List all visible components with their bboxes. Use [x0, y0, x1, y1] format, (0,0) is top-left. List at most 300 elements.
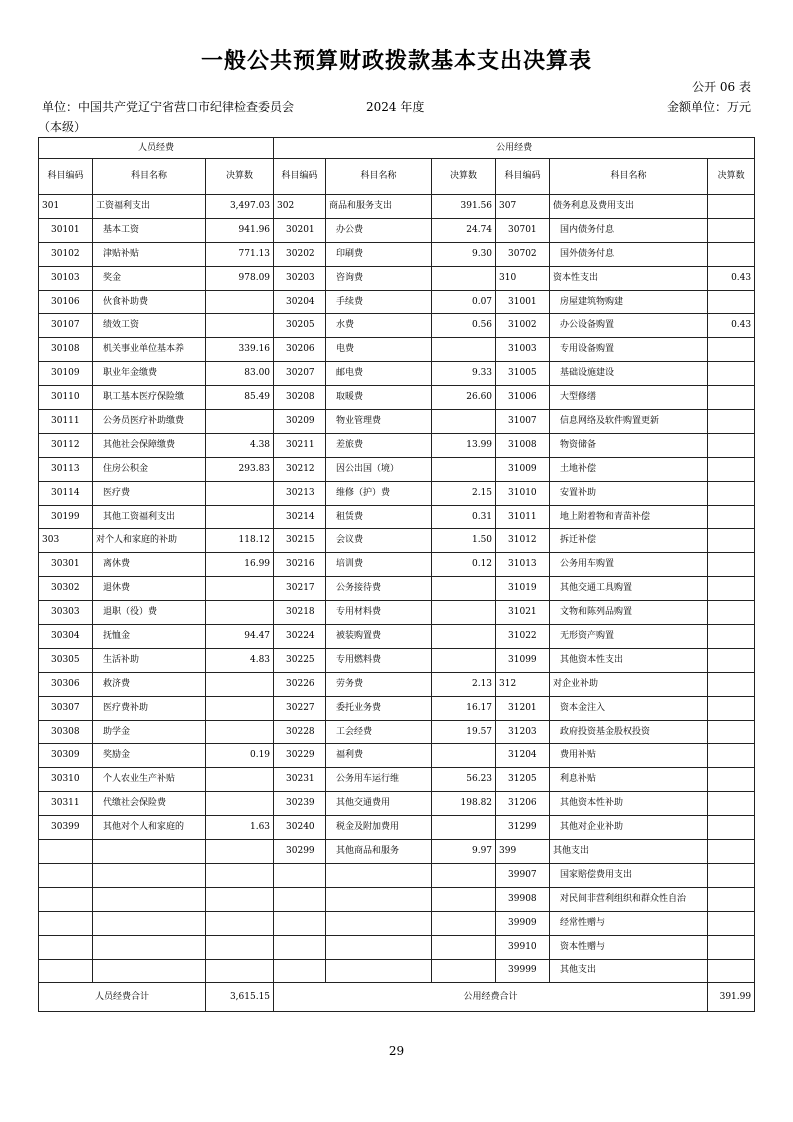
subject-code-cell: 30306	[39, 672, 93, 696]
subject-code-cell: 30227	[274, 696, 326, 720]
subject-code-cell: 30702	[496, 242, 550, 266]
subject-name-cell: 其他对个人和家庭的	[93, 816, 206, 840]
amount-cell	[708, 481, 755, 505]
subject-name-cell	[93, 935, 206, 959]
subject-code-cell: 30309	[39, 744, 93, 768]
subject-code-cell: 30101	[39, 218, 93, 242]
subject-code-cell	[39, 863, 93, 887]
subject-code-cell: 30112	[39, 433, 93, 457]
table-row	[39, 290, 755, 314]
level-label: （本级）	[38, 120, 87, 134]
table-row	[39, 433, 755, 457]
table-row	[39, 840, 755, 864]
amount-cell: 4.38	[206, 433, 274, 457]
subject-name-cell: 其他支出	[550, 959, 708, 983]
amount-cell	[708, 505, 755, 529]
subject-name-cell: 专用燃料费	[326, 648, 432, 672]
totals-row	[39, 983, 755, 1012]
table-row	[39, 911, 755, 935]
subject-name-cell: 会议费	[326, 529, 432, 553]
subject-name-cell	[326, 887, 432, 911]
amount-cell	[206, 887, 274, 911]
subject-name-cell: 维修（护）费	[326, 481, 432, 505]
subject-name-cell: 政府投资基金股权投资	[550, 720, 708, 744]
subject-name-cell	[326, 863, 432, 887]
form-number: 公开 06 表	[692, 80, 751, 94]
subject-name-cell: 救济费	[93, 672, 206, 696]
amount-cell	[708, 816, 755, 840]
subject-code-cell: 31007	[496, 410, 550, 434]
subject-name-cell: 地上附着物和青苗补偿	[550, 505, 708, 529]
amount-cell	[432, 863, 496, 887]
subject-name-cell: 基本工资	[93, 218, 206, 242]
table-row	[39, 935, 755, 959]
subject-code-cell: 30301	[39, 553, 93, 577]
expenditure-table	[38, 137, 755, 1012]
amount-cell: 9.33	[432, 362, 496, 386]
subject-name-cell: 委托业务费	[326, 696, 432, 720]
subject-name-cell: 债务利息及费用支出	[550, 195, 708, 219]
subject-code-cell: 30208	[274, 386, 326, 410]
amount-cell	[708, 242, 755, 266]
subject-code-cell: 30103	[39, 266, 93, 290]
subject-code-cell: 31010	[496, 481, 550, 505]
subject-code-cell: 399	[496, 840, 550, 864]
section-public: 公用经费	[274, 138, 755, 159]
amount-cell	[206, 505, 274, 529]
subject-code-cell: 30311	[39, 792, 93, 816]
amount-cell	[206, 601, 274, 625]
subject-name-cell: 其他交通工具购置	[550, 577, 708, 601]
amount-cell: 4.83	[206, 648, 274, 672]
subject-name-cell: 水费	[326, 314, 432, 338]
subject-name-cell: 商品和服务支出	[326, 195, 432, 219]
table-row	[39, 242, 755, 266]
subject-code-cell: 30207	[274, 362, 326, 386]
table-row	[39, 195, 755, 219]
subject-name-cell: 印刷费	[326, 242, 432, 266]
amount-cell	[206, 481, 274, 505]
subject-code-cell: 30229	[274, 744, 326, 768]
subject-code-cell: 30211	[274, 433, 326, 457]
amount-cell	[708, 601, 755, 625]
amount-cell	[206, 410, 274, 434]
amount-cell: 293.83	[206, 457, 274, 481]
subject-name-cell: 取暖费	[326, 386, 432, 410]
amount-cell: 56.23	[432, 768, 496, 792]
subject-name-cell: 公务用车购置	[550, 553, 708, 577]
amount-cell	[206, 672, 274, 696]
table-row	[39, 696, 755, 720]
amount-cell	[206, 290, 274, 314]
amount-cell	[432, 959, 496, 983]
subject-code-cell: 30239	[274, 792, 326, 816]
amount-cell	[206, 792, 274, 816]
subject-code-cell: 39909	[496, 911, 550, 935]
amount-cell	[206, 720, 274, 744]
subject-code-cell: 30217	[274, 577, 326, 601]
subject-code-cell	[274, 863, 326, 887]
amount-cell	[432, 266, 496, 290]
subject-code-cell: 30109	[39, 362, 93, 386]
subject-name-cell: 利息补贴	[550, 768, 708, 792]
subject-name-cell: 其他支出	[550, 840, 708, 864]
subject-name-cell: 助学金	[93, 720, 206, 744]
subject-code-cell: 30225	[274, 648, 326, 672]
subject-name-cell: 工资福利支出	[93, 195, 206, 219]
unit-label: 单位：中国共产党辽宁省营口市纪律检查委员会	[42, 100, 295, 114]
amount-cell	[708, 672, 755, 696]
amount-cell	[206, 935, 274, 959]
subject-code-cell: 31005	[496, 362, 550, 386]
table-row	[39, 314, 755, 338]
subject-code-cell: 30215	[274, 529, 326, 553]
subject-code-cell: 31013	[496, 553, 550, 577]
amount-cell	[708, 625, 755, 649]
column-header-row	[39, 159, 755, 195]
public-total-amount: 391.99	[708, 983, 755, 1012]
subject-code-cell: 30299	[274, 840, 326, 864]
subject-name-cell: 对民间非营利组织和群众性自治	[550, 887, 708, 911]
subject-code-cell: 30304	[39, 625, 93, 649]
subject-name-cell: 其他商品和服务	[326, 840, 432, 864]
amount-cell: 16.17	[432, 696, 496, 720]
amount-cell	[708, 195, 755, 219]
subject-name-cell	[326, 959, 432, 983]
subject-code-cell: 30199	[39, 505, 93, 529]
subject-code-cell: 31204	[496, 744, 550, 768]
amount-cell	[708, 720, 755, 744]
amount-cell	[708, 218, 755, 242]
amount-cell: 19.57	[432, 720, 496, 744]
table-row	[39, 410, 755, 434]
subject-name-cell: 安置补助	[550, 481, 708, 505]
subject-code-cell: 30216	[274, 553, 326, 577]
subject-code-cell: 39908	[496, 887, 550, 911]
subject-name-cell: 国外债务付息	[550, 242, 708, 266]
amount-cell: 0.19	[206, 744, 274, 768]
amount-cell	[432, 744, 496, 768]
amount-cell	[206, 911, 274, 935]
amount-cell	[432, 935, 496, 959]
page-number: 29	[388, 1044, 405, 1058]
amount-cell	[432, 410, 496, 434]
subject-code-cell: 30307	[39, 696, 93, 720]
table-row	[39, 481, 755, 505]
amount-cell	[206, 959, 274, 983]
subject-code-cell	[274, 935, 326, 959]
subject-code-cell: 30114	[39, 481, 93, 505]
subject-name-cell: 绩效工资	[93, 314, 206, 338]
subject-name-cell	[93, 911, 206, 935]
subject-code-cell: 310	[496, 266, 550, 290]
amount-cell: 26.60	[432, 386, 496, 410]
amount-cell: 978.09	[206, 266, 274, 290]
subject-code-cell: 30305	[39, 648, 93, 672]
subject-name-cell: 医疗费补助	[93, 696, 206, 720]
subject-name-cell: 其他工资福利支出	[93, 505, 206, 529]
col-code-header: 科目编码	[496, 159, 550, 195]
subject-code-cell: 30399	[39, 816, 93, 840]
subject-code-cell: 31011	[496, 505, 550, 529]
subject-code-cell: 30310	[39, 768, 93, 792]
amount-cell	[432, 577, 496, 601]
subject-code-cell: 31012	[496, 529, 550, 553]
subject-name-cell	[326, 935, 432, 959]
subject-name-cell: 公务接待费	[326, 577, 432, 601]
subject-name-cell: 抚恤金	[93, 625, 206, 649]
amount-cell	[708, 696, 755, 720]
subject-name-cell	[93, 863, 206, 887]
personnel-total-label: 人员经费合计	[39, 983, 206, 1012]
subject-code-cell: 31021	[496, 601, 550, 625]
amount-cell: 83.00	[206, 362, 274, 386]
subject-name-cell: 专用设备购置	[550, 338, 708, 362]
table-row	[39, 553, 755, 577]
subject-code-cell	[39, 911, 93, 935]
subject-code-cell: 303	[39, 529, 93, 553]
subject-code-cell: 31099	[496, 648, 550, 672]
amount-cell	[432, 457, 496, 481]
amount-cell: 3,497.03	[206, 195, 274, 219]
subject-name-cell: 房屋建筑物购建	[550, 290, 708, 314]
amount-cell	[708, 744, 755, 768]
subject-name-cell: 其他资本性支出	[550, 648, 708, 672]
amount-cell	[206, 696, 274, 720]
amount-cell	[708, 338, 755, 362]
amount-cell: 118.12	[206, 529, 274, 553]
table-row	[39, 218, 755, 242]
col-code-header: 科目编码	[274, 159, 326, 195]
subject-name-cell: 住房公积金	[93, 457, 206, 481]
subject-name-cell: 经常性赠与	[550, 911, 708, 935]
subject-name-cell: 职工基本医疗保险缴	[93, 386, 206, 410]
table-row	[39, 744, 755, 768]
amount-cell	[432, 648, 496, 672]
subject-code-cell: 31201	[496, 696, 550, 720]
subject-code-cell: 312	[496, 672, 550, 696]
subject-code-cell: 30228	[274, 720, 326, 744]
amount-cell	[708, 792, 755, 816]
subject-code-cell: 30308	[39, 720, 93, 744]
table-row	[39, 792, 755, 816]
money-unit-label: 金额单位：万元	[666, 100, 751, 114]
subject-code-cell: 31019	[496, 577, 550, 601]
amount-cell	[432, 816, 496, 840]
subject-code-cell: 31009	[496, 457, 550, 481]
subject-code-cell: 31008	[496, 433, 550, 457]
subject-code-cell: 30226	[274, 672, 326, 696]
subject-name-cell	[93, 840, 206, 864]
amount-cell	[708, 768, 755, 792]
subject-code-cell: 30303	[39, 601, 93, 625]
subject-code-cell: 31022	[496, 625, 550, 649]
amount-cell	[206, 863, 274, 887]
table-row	[39, 529, 755, 553]
subject-name-cell: 差旅费	[326, 433, 432, 457]
subject-code-cell	[39, 840, 93, 864]
col-code-header: 科目编码	[39, 159, 93, 195]
amount-cell	[708, 840, 755, 864]
section-header-row	[39, 138, 755, 159]
subject-name-cell: 代缴社会保险费	[93, 792, 206, 816]
amount-cell: 0.43	[708, 266, 755, 290]
subject-name-cell: 生活补助	[93, 648, 206, 672]
subject-name-cell: 退职（役）费	[93, 601, 206, 625]
subject-name-cell: 被装购置费	[326, 625, 432, 649]
col-amount-header: 决算数	[432, 159, 496, 195]
table-row	[39, 648, 755, 672]
amount-cell	[708, 935, 755, 959]
subject-code-cell: 30108	[39, 338, 93, 362]
amount-cell	[708, 529, 755, 553]
subject-name-cell: 办公设备购置	[550, 314, 708, 338]
col-name-header: 科目名称	[326, 159, 432, 195]
col-amount-header: 决算数	[708, 159, 755, 195]
subject-name-cell: 大型修缮	[550, 386, 708, 410]
subject-name-cell: 公务用车运行维	[326, 768, 432, 792]
subject-code-cell: 31205	[496, 768, 550, 792]
amount-cell	[708, 410, 755, 434]
subject-name-cell: 电费	[326, 338, 432, 362]
subject-name-cell: 基础设施建设	[550, 362, 708, 386]
table-row	[39, 672, 755, 696]
subject-name-cell: 专用材料费	[326, 601, 432, 625]
amount-cell: 391.56	[432, 195, 496, 219]
subject-name-cell: 退休费	[93, 577, 206, 601]
amount-cell: 9.97	[432, 840, 496, 864]
subject-code-cell: 31002	[496, 314, 550, 338]
subject-name-cell: 其他社会保障缴费	[93, 433, 206, 457]
amount-cell: 13.99	[432, 433, 496, 457]
amount-cell	[708, 433, 755, 457]
amount-cell	[432, 338, 496, 362]
table-row	[39, 887, 755, 911]
subject-name-cell: 咨询费	[326, 266, 432, 290]
amount-cell	[708, 863, 755, 887]
subject-name-cell: 培训费	[326, 553, 432, 577]
subject-code-cell: 30214	[274, 505, 326, 529]
amount-cell: 24.74	[432, 218, 496, 242]
subject-code-cell	[274, 959, 326, 983]
page-title: 一般公共预算财政拨款基本支出决算表	[200, 48, 592, 74]
amount-cell: 2.13	[432, 672, 496, 696]
subject-name-cell: 文物和陈列品购置	[550, 601, 708, 625]
section-personnel: 人员经费	[39, 138, 274, 159]
amount-cell	[708, 577, 755, 601]
subject-code-cell	[39, 959, 93, 983]
subject-code-cell	[39, 887, 93, 911]
amount-cell	[708, 290, 755, 314]
subject-code-cell: 39910	[496, 935, 550, 959]
subject-code-cell: 307	[496, 195, 550, 219]
amount-cell	[708, 648, 755, 672]
amount-cell: 1.50	[432, 529, 496, 553]
col-name-header: 科目名称	[93, 159, 206, 195]
amount-cell	[708, 911, 755, 935]
table-row	[39, 338, 755, 362]
subject-code-cell: 30206	[274, 338, 326, 362]
subject-name-cell: 奖金	[93, 266, 206, 290]
subject-name-cell: 税金及附加费用	[326, 816, 432, 840]
amount-cell	[708, 959, 755, 983]
subject-code-cell: 30701	[496, 218, 550, 242]
subject-name-cell: 物业管理费	[326, 410, 432, 434]
subject-name-cell: 办公费	[326, 218, 432, 242]
amount-cell: 2.15	[432, 481, 496, 505]
subject-name-cell	[93, 887, 206, 911]
subject-name-cell: 离休费	[93, 553, 206, 577]
subject-code-cell: 30107	[39, 314, 93, 338]
subject-code-cell: 30203	[274, 266, 326, 290]
amount-cell	[708, 457, 755, 481]
subject-code-cell	[274, 887, 326, 911]
subject-code-cell	[39, 935, 93, 959]
subject-name-cell	[326, 911, 432, 935]
subject-name-cell: 资本性支出	[550, 266, 708, 290]
amount-cell: 0.56	[432, 314, 496, 338]
subject-code-cell: 30111	[39, 410, 93, 434]
amount-cell: 0.07	[432, 290, 496, 314]
amount-cell: 0.31	[432, 505, 496, 529]
subject-code-cell: 31003	[496, 338, 550, 362]
subject-name-cell: 拆迁补偿	[550, 529, 708, 553]
amount-cell	[206, 577, 274, 601]
amount-cell	[206, 314, 274, 338]
subject-code-cell: 302	[274, 195, 326, 219]
amount-cell: 198.82	[432, 792, 496, 816]
subject-code-cell: 30113	[39, 457, 93, 481]
subject-code-cell: 30110	[39, 386, 93, 410]
subject-code-cell: 31001	[496, 290, 550, 314]
year-label: 2024 年度	[366, 100, 425, 114]
subject-code-cell: 30205	[274, 314, 326, 338]
subject-name-cell: 其他资本性补助	[550, 792, 708, 816]
subject-name-cell: 津贴补贴	[93, 242, 206, 266]
table-row	[39, 386, 755, 410]
table-row	[39, 457, 755, 481]
subject-code-cell: 31203	[496, 720, 550, 744]
table-row	[39, 505, 755, 529]
subject-code-cell: 31006	[496, 386, 550, 410]
subject-name-cell: 国内债务付息	[550, 218, 708, 242]
amount-cell: 9.30	[432, 242, 496, 266]
amount-cell: 339.16	[206, 338, 274, 362]
amount-cell: 771.13	[206, 242, 274, 266]
subject-name-cell: 租赁费	[326, 505, 432, 529]
personnel-total-amount: 3,615.15	[206, 983, 274, 1012]
amount-cell	[432, 625, 496, 649]
subject-name-cell: 医疗费	[93, 481, 206, 505]
amount-cell	[432, 601, 496, 625]
subject-name-cell: 手续费	[326, 290, 432, 314]
subject-name-cell: 信息网络及软件购置更新	[550, 410, 708, 434]
subject-code-cell	[274, 911, 326, 935]
amount-cell	[708, 887, 755, 911]
table-row	[39, 768, 755, 792]
subject-name-cell: 职业年金缴费	[93, 362, 206, 386]
table-row	[39, 959, 755, 983]
subject-code-cell: 30102	[39, 242, 93, 266]
table-row	[39, 625, 755, 649]
amount-cell: 94.47	[206, 625, 274, 649]
col-amount-header: 决算数	[206, 159, 274, 195]
subject-code-cell: 30240	[274, 816, 326, 840]
amount-cell: 16.99	[206, 553, 274, 577]
subject-name-cell: 费用补贴	[550, 744, 708, 768]
subject-name-cell: 公务员医疗补助缴费	[93, 410, 206, 434]
subject-code-cell: 30201	[274, 218, 326, 242]
